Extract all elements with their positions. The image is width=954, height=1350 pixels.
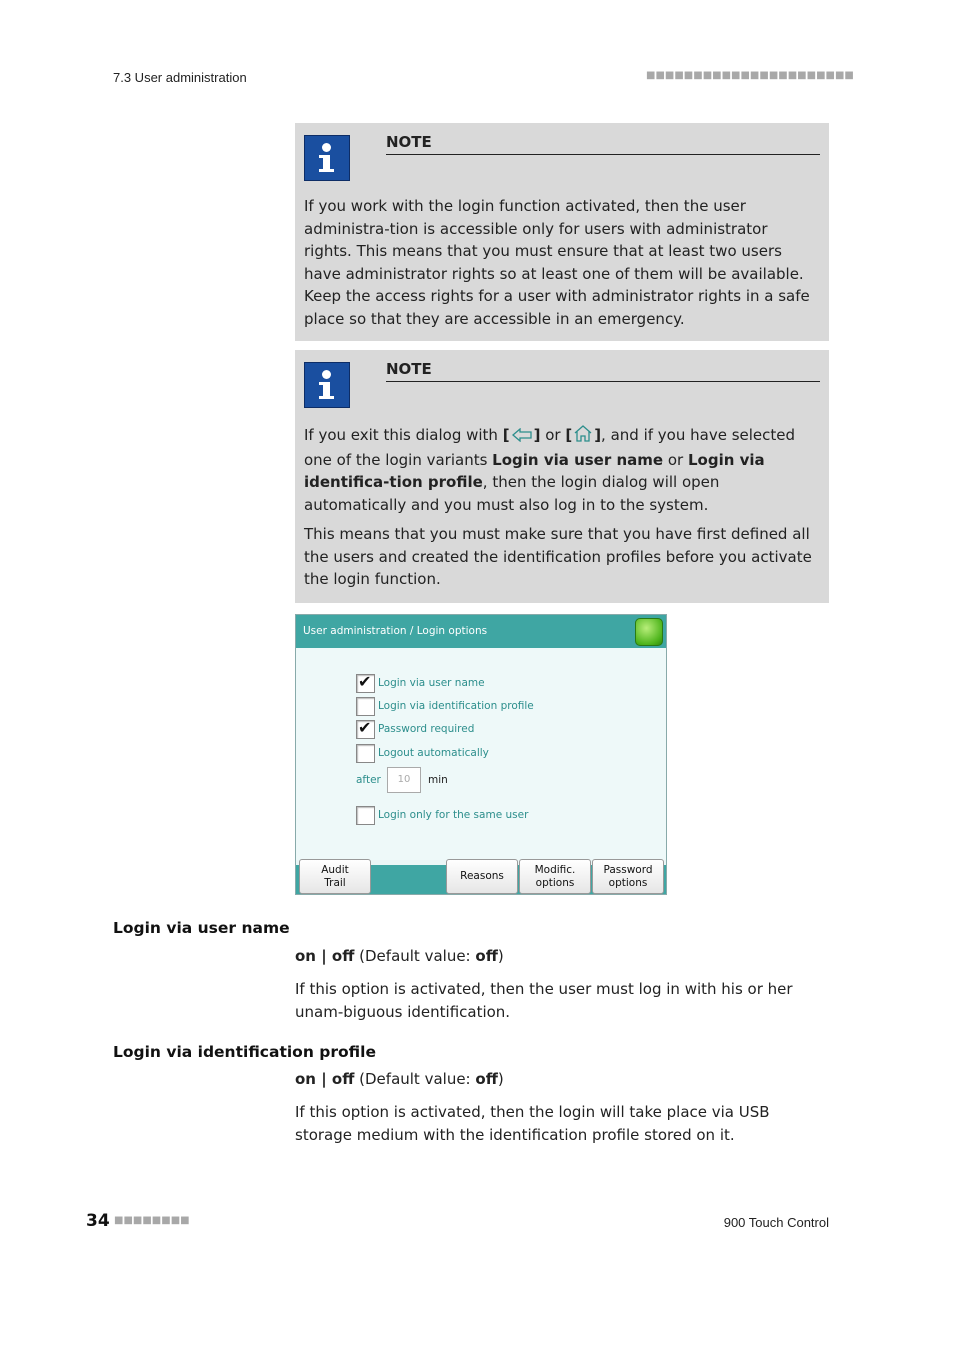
header-dots: ■■■■■■■■■■■■■■■■■■■■■■ xyxy=(646,70,854,81)
note-paragraph: This means that you must make sure that you have first defined all the users and created the identification profiles before you activate the login function. xyxy=(304,525,812,588)
default-prefix: (Default value: xyxy=(354,1070,476,1088)
value-on: on xyxy=(295,1070,316,1088)
option-label: Login only for the same user xyxy=(378,809,529,821)
text-run: , and if you have selected one of the login variants xyxy=(304,426,796,469)
dialog-title-bar xyxy=(296,615,666,648)
value-sep: | xyxy=(315,947,332,965)
audit-trail-button[interactable] xyxy=(299,859,371,894)
bracket: ] xyxy=(533,426,541,444)
info-icon xyxy=(304,135,350,181)
bracket: ] xyxy=(594,426,602,444)
bracket: [ xyxy=(565,426,573,444)
button-label: options xyxy=(535,876,575,889)
value-sep: | xyxy=(315,1070,332,1088)
back-arrow-icon xyxy=(512,426,532,449)
value-off: off xyxy=(331,1070,355,1088)
ok-button[interactable] xyxy=(635,618,663,646)
home-icon xyxy=(574,425,592,449)
button-label: Trail xyxy=(324,876,346,889)
default-suffix: ) xyxy=(497,1070,504,1088)
note-heading: NOTE xyxy=(386,133,820,155)
button-label: options xyxy=(608,876,648,889)
button-label: Audit xyxy=(321,863,349,876)
param-name: Login via identification profile xyxy=(113,1043,376,1061)
default-prefix: (Default value: xyxy=(354,947,476,965)
footer-dots: ■■■■■■■■ xyxy=(114,1215,190,1226)
button-label: Reasons xyxy=(460,870,504,882)
default-value: off xyxy=(475,1070,498,1088)
param-ref: Login via user name xyxy=(492,450,664,469)
text-run: If you exit this dialog with xyxy=(304,426,503,444)
option-label: Login via user name xyxy=(378,677,485,689)
info-icon xyxy=(304,362,350,408)
modific-options-button[interactable] xyxy=(519,859,591,894)
footer-product: 900 Touch Control xyxy=(723,1215,829,1230)
reasons-button[interactable] xyxy=(446,859,518,894)
button-label: Password xyxy=(603,863,653,876)
password-options-button[interactable] xyxy=(592,859,664,894)
checkbox[interactable] xyxy=(356,720,375,739)
min-label: min xyxy=(428,774,448,786)
checkbox[interactable] xyxy=(356,806,375,825)
note-box-access-rights xyxy=(295,123,829,341)
option-label: Password required xyxy=(378,723,475,735)
checkbox[interactable] xyxy=(356,674,375,693)
default-value: off xyxy=(475,947,498,965)
checkbox[interactable] xyxy=(356,697,375,716)
note-box-login-dialog xyxy=(295,350,829,603)
check-icon: ✔ xyxy=(358,672,372,691)
text-run: , then the login dialog will open automatically and you must also log in to the system. xyxy=(304,473,720,514)
default-suffix: ) xyxy=(497,947,504,965)
login-options-dialog xyxy=(295,614,667,895)
value-off: off xyxy=(331,947,355,965)
param-description: If this option is activated, then the user must log in with his or her unam-biguous identification. xyxy=(295,980,793,1021)
note-heading: NOTE xyxy=(386,360,820,382)
button-label: Modific. xyxy=(534,863,576,876)
param-description: If this option is activated, then the login will take place via USB storage medium with the identification profile stored on it. xyxy=(295,1103,770,1144)
section-title: 7.3 User administration xyxy=(113,70,247,85)
option-label: Logout automatically xyxy=(378,747,489,759)
text-run: or xyxy=(663,450,688,469)
param-values xyxy=(295,947,504,965)
page-number: 34 xyxy=(86,1211,110,1231)
param-ref: Login via identifica-tion profile xyxy=(304,450,765,491)
checkbox[interactable] xyxy=(356,744,375,763)
check-icon: ✔ xyxy=(358,718,372,737)
dialog-body xyxy=(296,648,666,860)
value-on: on xyxy=(295,947,316,965)
option-label: Login via identification profile xyxy=(378,700,534,712)
note-paragraph xyxy=(304,424,816,516)
bracket: [ xyxy=(502,426,510,444)
param-values xyxy=(295,1070,504,1088)
note-text: If you work with the login function activated, then the user administra-tion is accessible only for users with administrator rights. This means that you must ensure that at least two users have administrator rights so at least one of them will be available. Keep the access rights for a user with administrator rights in a safe place so that they are accessible in an emergency. xyxy=(304,197,810,328)
text-run: or xyxy=(540,426,566,444)
dialog-title: User administration / Login options xyxy=(303,625,488,637)
logout-minutes-input[interactable]: 10 xyxy=(387,767,421,793)
param-name: Login via user name xyxy=(113,919,290,937)
after-label: after xyxy=(356,774,381,786)
